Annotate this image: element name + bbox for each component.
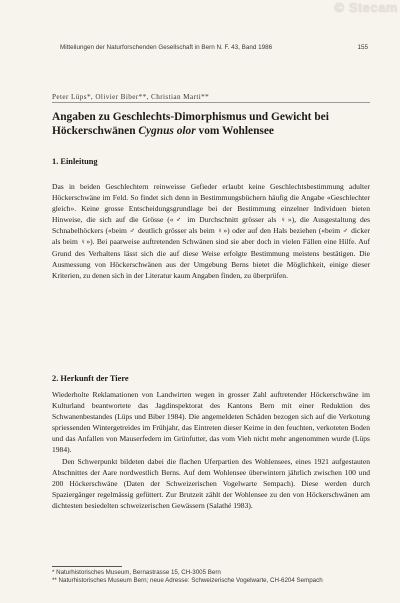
watermark: © Stecam [334,0,398,15]
footnote: * Naturhistorisches Museum, Bernastrasse 15, CH-3005 Bern [52,569,221,576]
origin-text [52,389,370,511]
paragraph: Den Schwerpunkt bildeten dabei die flachen Uferpartien des Wohlensees, eines 1921 aufgestauten Abschnittes der Aare nordwestlich Berns. Auf dem Wohlensee überwintern jährlich zwischen 100 und 200 Höckerschwäne (Daten der Schweizerischen Vogelwarte Sempach). Diese werden durch Spaziergänger regelmässig gefüttert. Zur Brutzeit zählt der Wohlensee zu den von Höckerschwänen am dichtesten besiedelten schweizerischen Gewässern (Salathé 1983). [52,456,370,510]
page-number: 155 [357,44,368,51]
author-line: Peter Lüps*, Olivier Biber**, Christian Marti** [52,93,370,103]
title-part-2: vom Wohlensee [195,125,274,137]
section-heading-origin: 2. Herkunft der Tiere [52,374,129,383]
footnote-divider [52,566,122,567]
section-heading-introduction: 1. Einleitung [52,157,98,166]
title-species: Cygnus olor [138,125,196,137]
journal-name: Mitteilungen der Naturforschenden Gesellschaft in Bern N. F. 43, Band 1986 [60,44,273,51]
paragraph: Das in beiden Geschlechtern reinweisse Gefieder erlaubt keine Geschlechtsbestimmung adulter Höckerschwäne im Feld. So findet sich denn in Bestimmungsbüchern häufig die Angabe «Geschlechter gleich». Keine grosse Entscheidungsgrundlage bei der Bestimmung einzelner Individuen bieten Hinweise, die sich auf die Grösse («♂ im Durchschnitt grösser als ♀»), die Ausgestaltung des Schnabelhöckers («beim ♂ deutlich grösser als beim ♀») oder auf den Hals beziehen («beim ♂ dicker als beim ♀»). Bei paarweise auftretenden Schwänen sind sie aber doch in vielen Fällen eine Hilfe. Auf Grund des Verhaltens lässt sich die auf diese Weise erfolgte Bestimmung meistens bestätigen. Die Ausmessung von Höckerschwänen aus der Umgebung Berns bietet die Möglichkeit, einige dieser Kriterien, zu denen sich in der Literatur kaum Angaben finden, zu überprüfen. [52,182,370,280]
running-header [60,44,368,51]
paragraph: Wiederholte Reklamationen von Landwirten wegen in grosser Zahl auftretender Höckerschwäne im Kulturland beantwortete das Jagdinspektorat des Kantons Bern mit einer Reduktion des Schwanenbestandes (Lüps und Biber 1984). Die angemeldeten Schäden bezogen sich auf die Verkotung spriessenden Wintergetreides im Frühjahr, das Eintreten dieser Keime in den feuchten, verkoteten Boden und das Anfallen von Mauserfedern im Grünfutter, das vom Vieh nicht mehr angenommen wurde (Lüps 1984). [52,390,370,455]
footnote: ** Naturhistorisches Museum Bern; neue Adresse: Schweizerische Vogelwarte, CH-6204 Sempach [52,577,323,585]
title-part-1: Angaben zu Geschlechts-Dimorphismus und Gewicht bei Höckerschwänen [52,111,329,137]
footnotes [52,569,370,586]
article-title [52,110,370,138]
introduction-text [52,181,370,281]
